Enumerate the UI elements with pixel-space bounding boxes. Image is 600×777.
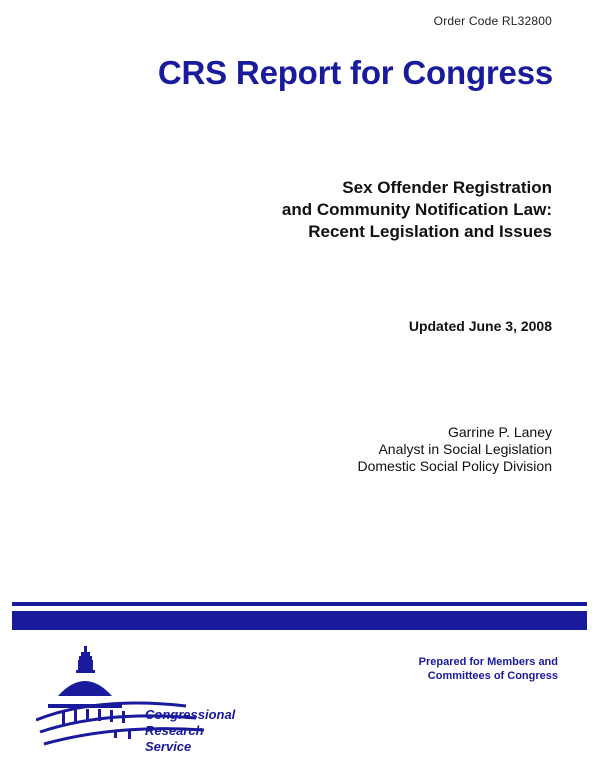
- author-position: Analyst in Social Legislation: [378, 441, 552, 457]
- prepared-for-line-1: Prepared for Members and: [418, 656, 558, 668]
- author-division: Domestic Social Policy Division: [357, 458, 552, 474]
- crs-logo-line-3: Service: [145, 739, 192, 754]
- order-code: Order Code RL32800: [433, 14, 552, 28]
- author-block: [357, 424, 552, 475]
- divider-thin: [12, 602, 587, 606]
- report-title: CRS Report for Congress: [157, 54, 553, 91]
- prepared-for: [419, 655, 558, 683]
- document-title-line-3: Recent Legislation and Issues: [308, 222, 552, 241]
- document-title-line-2: and Community Notification Law:: [281, 200, 552, 219]
- divider-thick: [12, 611, 587, 630]
- updated-date: Updated June 3, 2008: [408, 318, 552, 334]
- crs-logo-line-1: Congressional: [145, 707, 236, 722]
- crs-logo-line-2: Research: [145, 723, 204, 738]
- crs-logo-text: [145, 707, 235, 755]
- author-name: Garrine P. Laney: [447, 424, 552, 440]
- prepared-for-line-2: Committees of Congress: [427, 670, 558, 682]
- document-title-line-1: Sex Offender Registration: [342, 178, 552, 197]
- document-title: [282, 177, 552, 243]
